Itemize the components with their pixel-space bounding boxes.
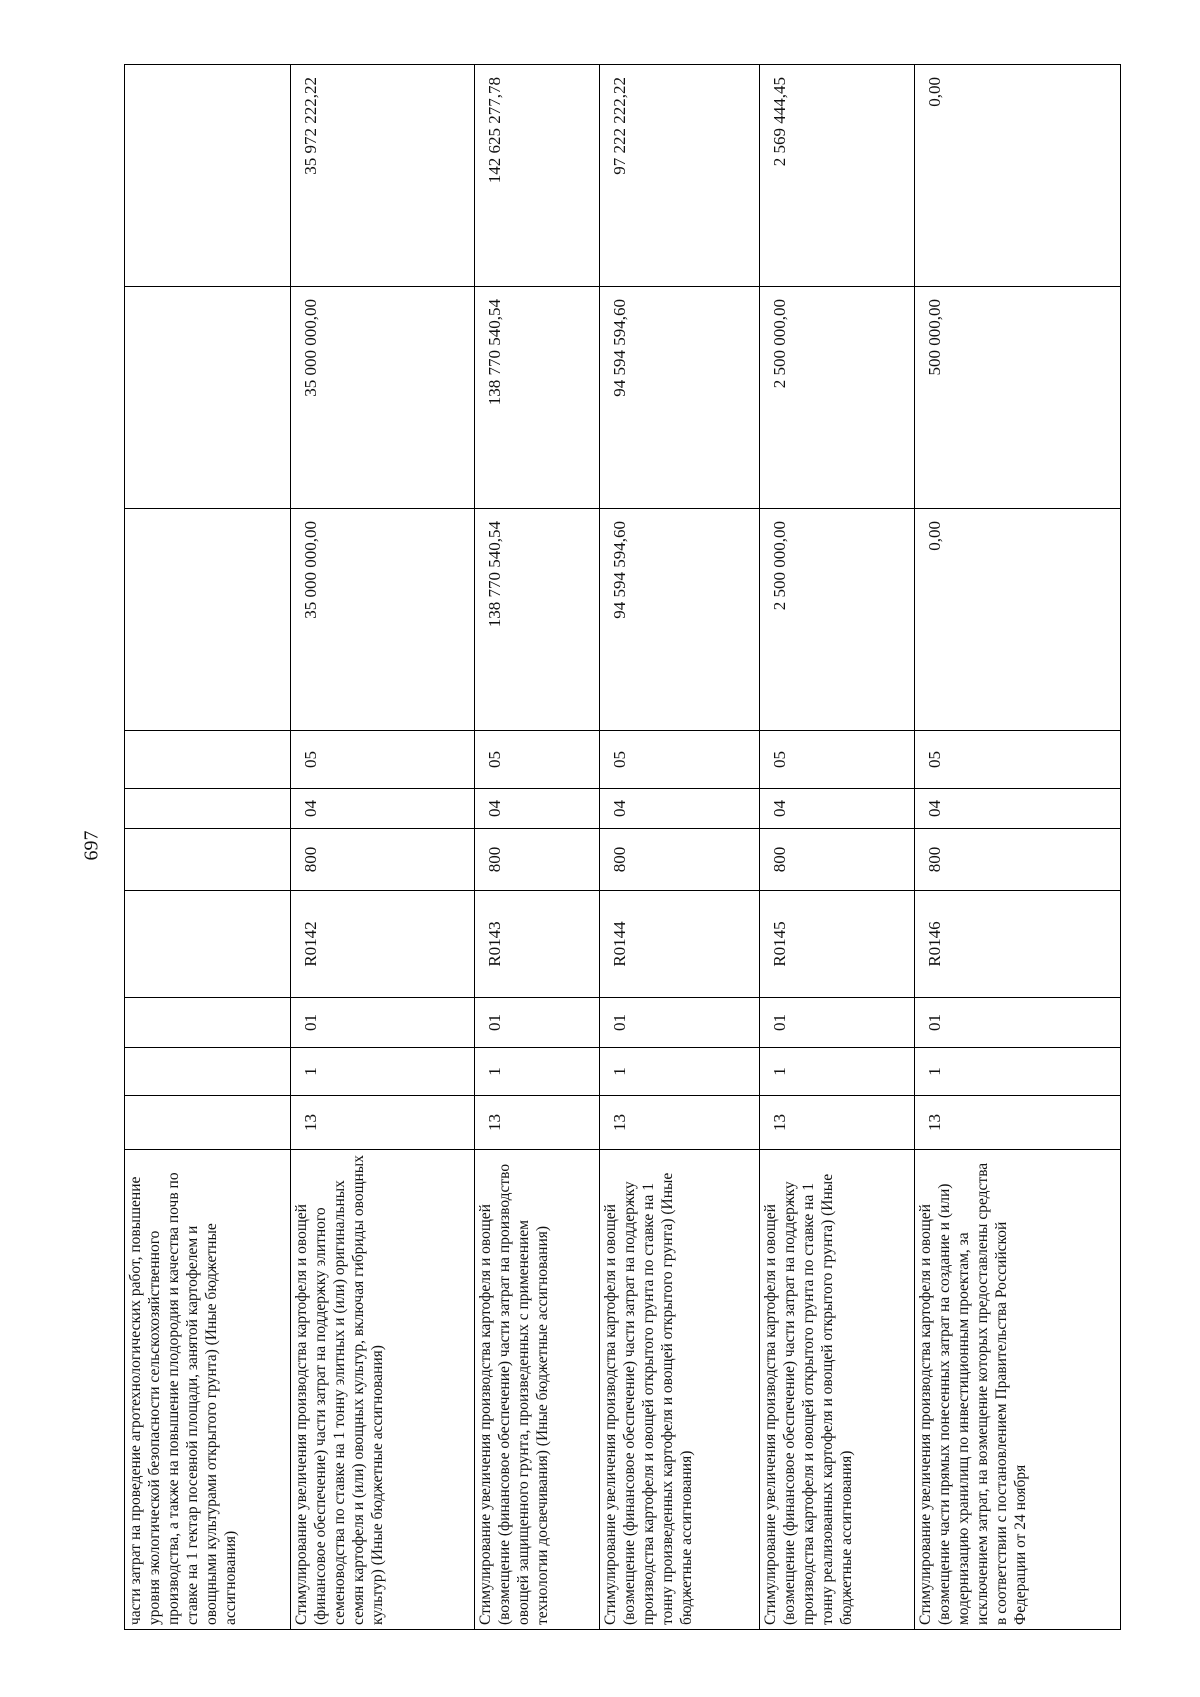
code-subsection: 05 (600, 731, 760, 789)
amount-1 (125, 509, 291, 731)
code-subprogram: 1 (760, 1048, 915, 1096)
amount-1: 35 000 000,00 (291, 509, 475, 731)
code-main-event: 01 (475, 998, 600, 1048)
table-row (475, 65, 600, 1630)
rotated-page (124, 65, 1120, 1630)
code-expense-type: 800 (915, 829, 1121, 891)
code-subsection: 05 (760, 731, 915, 789)
row-description: части затрат на проведение агротехнологических работ, повышение уровня экологической безопасности сельскохозяйственного производства, а также на повышение плодородия и качества почв по ставке на 1 гектар посевной площади, занятой картофелем и овощными культурами открытого грунта) (Иные бюджетные ассигнования) (125, 1150, 291, 1630)
table-row (125, 65, 291, 1630)
table-row (760, 65, 915, 1630)
code-section (125, 789, 291, 829)
code-expense-type: 800 (291, 829, 475, 891)
row-description: Стимулирование увеличения производства картофеля и овощей (возмещение (финансовое обеспечение) части затрат на поддержку производства картофеля и овощей открытого грунта по ставке на 1 тонну реализованных картофеля и овощей открытого грунта) (Иные бюджетные ассигнования) (760, 1150, 915, 1630)
code-section: 04 (291, 789, 475, 829)
table-row (915, 65, 1121, 1630)
amount-2: 2 500 000,00 (760, 287, 915, 509)
table-row (291, 65, 475, 1630)
code-program: 13 (600, 1096, 760, 1150)
code-subsection: 05 (291, 731, 475, 789)
amount-2: 35 000 000,00 (291, 287, 475, 509)
code-program: 13 (760, 1096, 915, 1150)
code-subsection (125, 731, 291, 789)
amount-2 (125, 287, 291, 509)
code-expense-type: 800 (600, 829, 760, 891)
amount-1: 2 500 000,00 (760, 509, 915, 731)
amount-3: 0,00 (915, 65, 1121, 287)
amount-3: 97 222 222,22 (600, 65, 760, 287)
code-main-event: 01 (600, 998, 760, 1048)
row-description: Стимулирование увеличения производства картофеля и овощей (финансовое обеспечение) части затрат на поддержку элитного семеноводства по ставке на 1 тонну элитных и (или) оригинальных семян картофеля и (или) овощных культур, включая гибриды овощных культур) (Иные бюджетные ассигнования) (291, 1150, 475, 1630)
code-program: 13 (475, 1096, 600, 1150)
amount-3: 142 625 277,78 (475, 65, 600, 287)
code-main-event: 01 (291, 998, 475, 1048)
code-section: 04 (760, 789, 915, 829)
code-program: 13 (915, 1096, 1121, 1150)
budget-table (124, 64, 1121, 1630)
code-program: 13 (291, 1096, 475, 1150)
code-expense-type (125, 829, 291, 891)
code-main-event: 01 (760, 998, 915, 1048)
amount-2: 500 000,00 (915, 287, 1121, 509)
amount-1: 94 594 594,60 (600, 509, 760, 731)
code-subprogram: 1 (600, 1048, 760, 1096)
code-direction: R0143 (475, 891, 600, 998)
table-row (600, 65, 760, 1630)
code-expense-type: 800 (760, 829, 915, 891)
code-direction: R0146 (915, 891, 1121, 998)
amount-3: 35 972 222,22 (291, 65, 475, 287)
row-description: Стимулирование увеличения производства картофеля и овощей (возмещение (финансовое обеспечение) части затрат на поддержку производства картофеля и овощей открытого грунта по ставке на 1 тонну произведенных картофеля и овощей открытого грунта) (Иные бюджетные ассигнования) (600, 1150, 760, 1630)
code-section: 04 (600, 789, 760, 829)
code-direction: R0145 (760, 891, 915, 998)
code-direction: R0144 (600, 891, 760, 998)
row-description: Стимулирование увеличения производства картофеля и овощей (возмещение (финансовое обеспечение) части затрат на производство овощей защищенного грунта, произведенных с применением технологии досвечивания) (Иные бюджетные ассигнования) (475, 1150, 600, 1630)
amount-2: 138 770 540,54 (475, 287, 600, 509)
code-expense-type: 800 (475, 829, 600, 891)
code-subprogram: 1 (475, 1048, 600, 1096)
code-subsection: 05 (915, 731, 1121, 789)
code-program (125, 1096, 291, 1150)
row-description: Стимулирование увеличения производства картофеля и овощей (возмещение части прямых понесенных затрат на создание и (или) модернизацию хранилищ по инвестиционным проектам, за исключением затрат, на возмещение которых предоставлены средства в соответствии с постановлением Правительства Российской Федерации от 24 ноября (915, 1150, 1121, 1630)
code-subprogram (125, 1048, 291, 1096)
amount-2: 94 594 594,60 (600, 287, 760, 509)
amount-3 (125, 65, 291, 287)
code-main-event: 01 (915, 998, 1121, 1048)
code-section: 04 (475, 789, 600, 829)
code-subprogram: 1 (915, 1048, 1121, 1096)
amount-1: 0,00 (915, 509, 1121, 731)
amount-3: 2 569 444,45 (760, 65, 915, 287)
code-direction: R0142 (291, 891, 475, 998)
code-subsection: 05 (475, 731, 600, 789)
code-main-event (125, 998, 291, 1048)
code-direction (125, 891, 291, 998)
page-number: 697 (80, 830, 103, 861)
amount-1: 138 770 540,54 (475, 509, 600, 731)
code-section: 04 (915, 789, 1121, 829)
code-subprogram: 1 (291, 1048, 475, 1096)
